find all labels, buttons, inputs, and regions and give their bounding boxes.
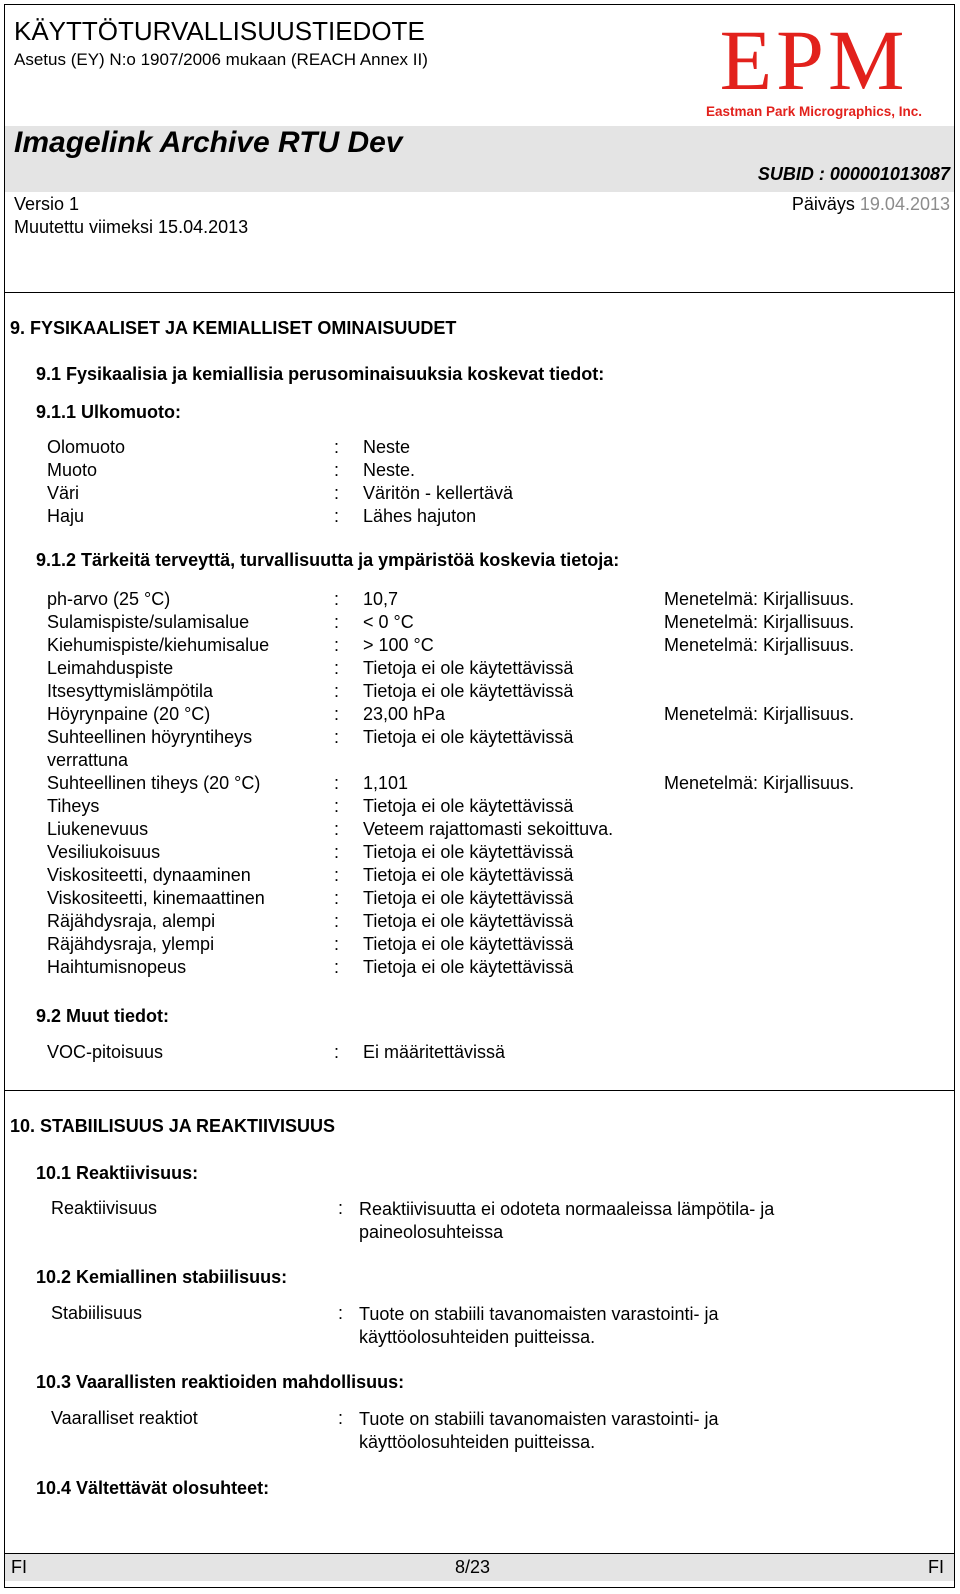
property-value: Tietoja ei ole käytettävissä	[363, 911, 574, 931]
property-label: Liukenevuus	[47, 819, 149, 839]
section-10-title: 10. STABIILISUUS JA REAKTIIVISUUS	[10, 1116, 336, 1136]
footer-language-right: FI	[928, 1557, 944, 1577]
property-value: Tietoja ei ole käytettävissä	[363, 865, 574, 885]
date-label: Päiväys	[791, 194, 855, 214]
colon: :	[334, 934, 340, 954]
subsection-9-1: 9.1 Fysikaalisia ja kemiallisia perusominaisuuksia koskevat tiedot:	[36, 364, 605, 384]
property-row	[47, 864, 937, 887]
property-value: Neste	[363, 437, 411, 457]
section-9-title: 9. FYSIKAALISET JA KEMIALLISET OMINAISUUDET	[10, 318, 457, 338]
subsection-10-3: 10.3 Vaarallisten reaktioiden mahdollisuus:	[36, 1372, 405, 1392]
property-value: Väritön - kellertävä	[363, 483, 514, 503]
property-value: Neste.	[363, 460, 416, 480]
subsection-9-1-2: 9.1.2 Tärkeitä terveyttä, turvallisuutta ja ympäristöä koskevia tietoja:	[36, 550, 620, 570]
property-label: Viskositeetti, dynaaminen	[47, 865, 251, 885]
property-label: VOC-pitoisuus	[47, 1042, 164, 1062]
property-label: Haju	[47, 506, 85, 526]
property-label: Viskositeetti, kinemaattinen	[47, 888, 265, 908]
hazardous-reactions-value: Tuote on stabiili tavanomaisten varastointi- ja käyttöolosuhteiden puitteissa.	[359, 1409, 719, 1452]
subid: SUBID : 000001013087	[757, 164, 950, 184]
property-row	[47, 657, 937, 680]
property-row	[47, 818, 937, 841]
colon: :	[334, 635, 340, 655]
colon: :	[334, 460, 340, 480]
regulation-text: Asetus (EY) N:o 1907/2006 mukaan (REACH Annex II)	[14, 50, 428, 69]
property-value: 10,7	[363, 589, 399, 609]
colon: :	[334, 727, 340, 747]
property-label: Muoto	[47, 460, 98, 480]
property-method: Menetelmä: Kirjallisuus.	[664, 635, 855, 655]
property-label: Räjähdysraja, alempi	[47, 911, 216, 931]
last-modified: Muutettu viimeksi 15.04.2013	[14, 217, 249, 237]
property-row	[47, 772, 937, 795]
property-method: Menetelmä: Kirjallisuus.	[664, 589, 855, 609]
colon: :	[334, 819, 340, 839]
colon: :	[334, 1042, 340, 1062]
property-value: Tietoja ei ole käytettävissä	[363, 842, 574, 862]
product-name: Imagelink Archive RTU Dev	[14, 126, 403, 159]
property-value: < 0 °C	[363, 612, 414, 632]
footer-language-left: FI	[11, 1557, 27, 1577]
property-value: Lähes hajuton	[363, 506, 477, 526]
property-value: 23,00 hPa	[363, 704, 446, 724]
property-label: Leimahduspiste	[47, 658, 174, 678]
colon: :	[334, 704, 340, 724]
property-label: Haihtumisnopeus	[47, 957, 187, 977]
property-row	[47, 459, 927, 482]
colon: :	[334, 957, 340, 977]
property-label: ph-arvo (25 °C)	[47, 589, 171, 609]
property-label: Räjähdysraja, ylempi	[47, 934, 215, 954]
property-label: Sulamispiste/sulamisalue	[47, 612, 250, 632]
colon: :	[334, 483, 340, 503]
property-row	[47, 588, 937, 611]
stability-value: Tuote on stabiili tavanomaisten varastointi- ja käyttöolosuhteiden puitteissa.	[359, 1304, 719, 1347]
property-label: Höyrynpaine (20 °C)	[47, 704, 211, 724]
property-value: Ei määritettävissä	[363, 1042, 506, 1062]
logo-mark: EPM	[719, 12, 909, 108]
property-row	[47, 680, 937, 703]
subsection-10-4: 10.4 Vältettävät olosuhteet:	[36, 1478, 270, 1498]
reactivity-value: Reaktiivisuutta ei odoteta normaaleissa lämpötila- ja paineolosuhteissa	[359, 1199, 775, 1242]
subsection-10-2: 10.2 Kemiallinen stabiilisuus:	[36, 1267, 288, 1287]
property-value: Tietoja ei ole käytettävissä	[363, 796, 574, 816]
subsection-10-1: 10.1 Reaktiivisuus:	[36, 1163, 199, 1183]
property-row	[47, 795, 937, 818]
colon: :	[334, 589, 340, 609]
document-title: KÄYTTÖTURVALLISUUSTIEDOTE	[14, 16, 425, 46]
property-row	[47, 611, 937, 634]
colon: :	[334, 681, 340, 701]
colon: :	[334, 773, 340, 793]
property-label: Vesiliukoisuus	[47, 842, 161, 862]
colon: :	[338, 1198, 344, 1218]
property-row	[47, 726, 937, 772]
version: Versio 1	[14, 194, 80, 214]
property-label: Kiehumispiste/kiehumisalue	[47, 635, 270, 655]
property-row	[47, 933, 937, 956]
logo-company-name: Eastman Park Micrographics, Inc.	[705, 104, 923, 119]
property-value: Tietoja ei ole käytettävissä	[363, 888, 574, 908]
date-value: 19.04.2013	[859, 194, 950, 214]
property-value: Tietoja ei ole käytettävissä	[363, 681, 574, 701]
header-divider	[5, 292, 954, 293]
property-label: Olomuoto	[47, 437, 126, 457]
property-label: Suhteellinen tiheys (20 °C)	[47, 773, 261, 793]
property-label: Suhteellinen höyryntiheys verrattuna	[47, 727, 253, 770]
property-value: Tietoja ei ole käytettävissä	[363, 957, 574, 977]
colon: :	[334, 842, 340, 862]
colon: :	[334, 437, 340, 457]
property-value: Tietoja ei ole käytettävissä	[363, 727, 574, 747]
property-method: Menetelmä: Kirjallisuus.	[664, 704, 855, 724]
epm-logo	[682, 12, 946, 122]
page-footer	[5, 1553, 954, 1581]
property-row	[47, 436, 927, 459]
property-value: Tietoja ei ole käytettävissä	[363, 934, 574, 954]
property-value: > 100 °C	[363, 635, 434, 655]
subsection-9-1-1: 9.1.1 Ulkomuoto:	[36, 402, 182, 422]
property-value: Veteem rajattomasti sekoittuva.	[363, 819, 614, 839]
property-row	[47, 910, 937, 933]
property-method: Menetelmä: Kirjallisuus.	[664, 612, 855, 632]
property-label: Väri	[47, 483, 80, 503]
colon: :	[334, 865, 340, 885]
stability-label: Stabiilisuus	[51, 1303, 143, 1323]
property-value: 1,101	[363, 773, 409, 793]
hazardous-reactions-label: Vaaralliset reaktiot	[51, 1408, 198, 1428]
colon: :	[334, 888, 340, 908]
colon: :	[338, 1408, 344, 1428]
reactivity-label: Reaktiivisuus	[51, 1198, 158, 1218]
property-row	[47, 634, 937, 657]
section-divider	[5, 1090, 954, 1091]
colon: :	[334, 658, 340, 678]
property-method: Menetelmä: Kirjallisuus.	[664, 773, 855, 793]
property-row	[47, 482, 927, 505]
property-value: Tietoja ei ole käytettävissä	[363, 658, 574, 678]
revision-date	[792, 194, 950, 215]
property-row	[47, 505, 927, 528]
property-row	[47, 1041, 927, 1064]
colon: :	[334, 506, 340, 526]
colon: :	[334, 796, 340, 816]
colon: :	[334, 911, 340, 931]
colon: :	[334, 612, 340, 632]
property-row	[47, 887, 937, 910]
property-label: Tiheys	[47, 796, 100, 816]
property-label: Itsesyttymislämpötila	[47, 681, 214, 701]
colon: :	[338, 1303, 344, 1323]
property-row	[47, 841, 937, 864]
property-row	[47, 956, 937, 979]
page-number: 8/23	[455, 1557, 491, 1577]
property-row	[47, 703, 937, 726]
subsection-9-2: 9.2 Muut tiedot:	[36, 1006, 169, 1026]
